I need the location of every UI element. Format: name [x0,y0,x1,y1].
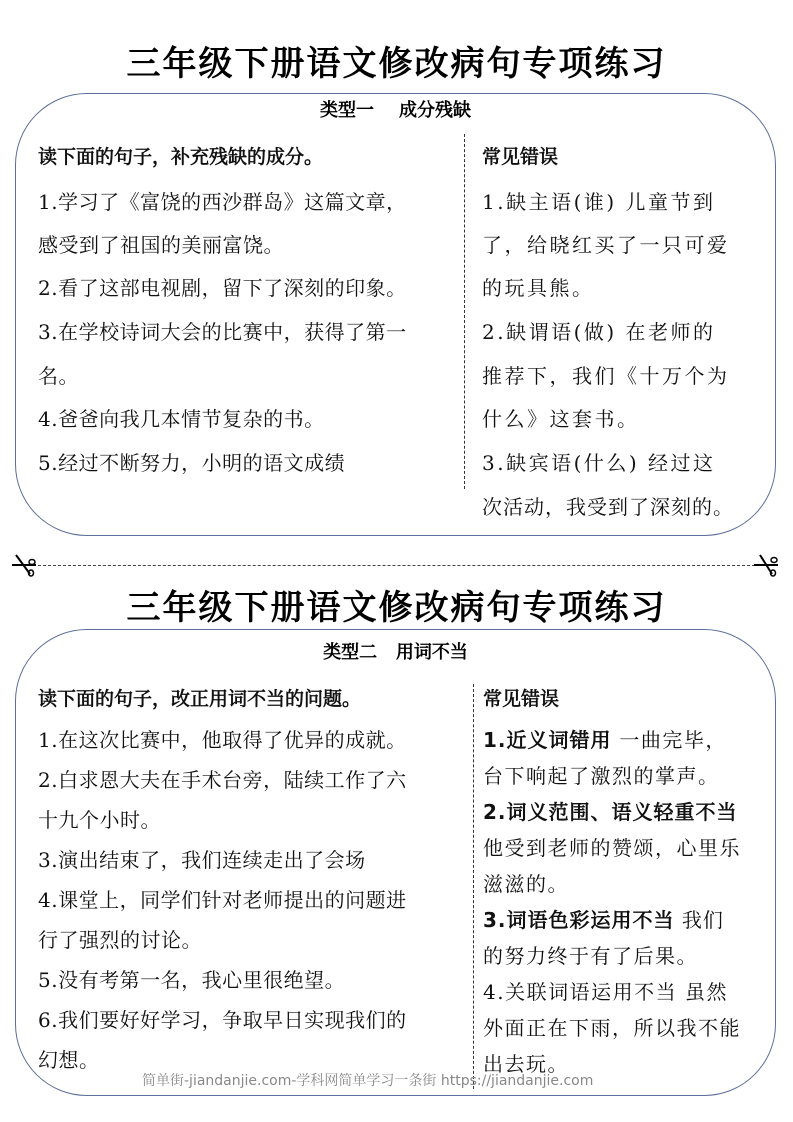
question-line: 感受到了祖国的美丽富饶。 [38,233,284,257]
question-line: 行了强烈的讨论。 [38,928,202,952]
sheet1-box [15,93,776,536]
error-type-label: 2.词义范围、语义轻重不当 [483,800,738,824]
error-line [483,796,738,825]
error-line: 3.词语色彩运用不当 我们 [483,908,724,932]
error-line: 的玩具熊。 [482,276,595,300]
error-line: 1.缺主语(谁) 儿童节到 [482,190,716,214]
error-type-label: 3.词语色彩运用不当 [483,908,675,932]
error-line: 1.近义词错用 一曲完毕， [483,728,727,752]
error-line: 的努力终于有了后果。 [483,944,698,968]
error-line: 了，给晓红买了一只可爱 [482,233,730,257]
error-line: 滋滋的。 [483,872,569,896]
error-line: 4.关联词语运用不当 虽然 [483,980,728,1004]
cut-line [38,565,755,566]
question-line: 3.演出结束了，我们连续走出了会场 [38,848,366,872]
question-line: 5.没有考第一名，我心里很绝望。 [38,968,346,992]
question-line: 4.爸爸向我几本情节复杂的书。 [38,407,325,431]
sheet2-questions [38,684,407,1072]
question-line: 十九个小时。 [38,808,161,832]
question-line: 4.课堂上，同学们针对老师提出的问题进 [38,888,407,912]
column-divider [473,684,474,1089]
sheet2-type-heading: 类型二 用词不当 [323,642,468,663]
error-line: 台下响起了激烈的掌声。 [483,764,720,788]
error-line: 次活动，我受到了深刻的。 [482,495,734,519]
question-line: 2.白求恩大夫在手术台旁，陆续工作了六 [38,768,407,792]
question-line: 1.在这次比赛中，他取得了优异的成就。 [38,728,407,752]
error-line: 外面正在下雨，所以我不能 [483,1016,741,1040]
scissors-icon [10,552,38,578]
question-line: 1.学习了《富饶的西沙群岛》这篇文章， [38,190,407,214]
error-line: 2.缺谓语(做) 在老师的 [482,320,716,344]
question-line: 幻想。 [38,1048,100,1072]
scissors-icon [752,552,780,578]
question-line: 3.在学校诗词大会的比赛中，获得了第一 [38,320,407,344]
question-line: 2.看了这部电视剧，留下了深刻的印象。 [38,276,407,300]
question-line: 6.我们要好好学习，争取早日实现我们的 [38,1008,407,1032]
sheet1-questions [38,142,407,475]
error-line: 什么》这套书。 [482,407,640,431]
error-line: 3.缺宾语(什么) 经过这 [482,451,716,475]
error-line: 他受到老师的赞颂，心里乐 [483,836,741,860]
question-line: 5.经过不断努力，小明的语文成绩 [38,451,346,475]
sheet1-errors-heading: 常见错误 [482,146,559,168]
error-line: 推荐下，我们《十万个为 [482,364,730,388]
error-type-label: 1.近义词错用 [483,728,612,752]
sheet2-box [15,629,776,1096]
sheet2-errors-heading: 常见错误 [483,688,560,710]
sheet2-title: 三年级下册语文修改病句专项练习 [126,588,667,628]
question-line: 名。 [38,364,79,388]
sheet1-errors [482,142,734,519]
sheet2-instruction: 读下面的句子，改正用词不当的问题。 [38,688,362,710]
watermark: 简单街-jiandanjie.com-学科网简单学习一条街 https://jiandanjie.com [142,1073,594,1089]
sheet1-type-heading: 类型一 成分残缺 [319,100,472,121]
error-line: 出去玩。 [483,1052,569,1076]
column-divider [464,134,465,489]
sheet1-instruction: 读下面的句子，补充残缺的成分。 [38,146,324,168]
sheet2-errors [483,684,741,1076]
sheet1-title: 三年级下册语文修改病句专项练习 [126,44,667,84]
